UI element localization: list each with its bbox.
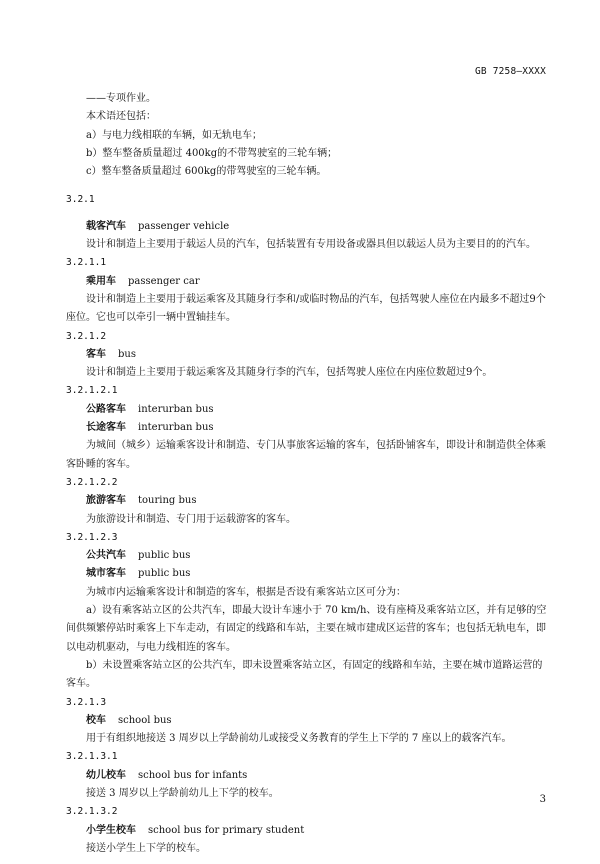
clause-number: 3.2.1.1 <box>66 257 107 269</box>
term-entry <box>66 346 552 364</box>
term-zh: 旅游客车 <box>86 495 126 507</box>
term-en: interurban bus <box>138 403 214 415</box>
definition: 接送小学生上下学的校车。 <box>86 842 206 854</box>
document-body <box>66 90 552 858</box>
term-entry <box>66 712 552 730</box>
term-zh: 长途客车 <box>86 422 126 434</box>
term-en: school bus <box>118 714 172 726</box>
term-zh: 客车 <box>86 348 106 360</box>
term-en: passenger vehicle <box>138 220 230 232</box>
clause-number: 3.2.1.3.2 <box>66 806 118 818</box>
page-number: 3 <box>539 794 546 805</box>
term-en: touring bus <box>138 495 197 507</box>
term-zh: 载客汽车 <box>86 220 126 232</box>
clause-number: 3.2.1.2.2 <box>66 476 118 488</box>
list-item: c）整车整备质量超过 600kg的带驾驶室的三轮车辆。 <box>86 166 327 178</box>
term-zh: 乘用车 <box>86 275 116 287</box>
term-en: passenger car <box>128 275 200 287</box>
definition: 为旅游设计和制造、专门用于运载游客的客车。 <box>86 513 296 525</box>
document-code: GB 7258—XXXX <box>474 66 546 77</box>
term-en: school bus for infants <box>138 769 248 781</box>
term-entry <box>66 401 552 419</box>
term-zh: 校车 <box>86 714 106 726</box>
term-en: interurban bus <box>138 422 214 434</box>
term-zh: 城市客车 <box>86 568 126 580</box>
term-zh: 公共汽车 <box>86 550 126 562</box>
term-entry <box>66 822 552 840</box>
definition: 为城市内运输乘客设计和制造的客车，根据是否设有乘客站立区可分为： <box>86 586 406 598</box>
clause-number: 3.2.1.2.3 <box>66 531 118 543</box>
definition: 设计和制造上主要用于载运乘客及其随身行李和/或临时物品的汽车，包括驾驶人座位在内最多不超过9个座位。它也可以牵引一辆中置轴挂车。 <box>66 293 546 324</box>
list-item: a）与电力线相联的车辆，如无轨电车； <box>86 129 262 141</box>
clause-number: 3.2.1.2 <box>66 330 107 342</box>
definition: 接送 3 周岁以上学龄前幼儿上下学的校车。 <box>86 787 279 799</box>
definition: 设计和制造上主要用于载运乘客及其随身行李的汽车，包括驾驶人座位在内座位数超过9个。 <box>86 367 493 379</box>
term-en: public bus <box>138 550 191 562</box>
term-entry <box>66 565 552 583</box>
term-zh: 小学生校车 <box>86 824 136 836</box>
term-zh: 公路客车 <box>86 403 126 415</box>
clause-number: 3.2.1.2.1 <box>66 385 118 397</box>
term-entry <box>66 419 552 437</box>
term-entry <box>66 218 552 236</box>
term-en: bus <box>118 348 136 360</box>
term-zh: 幼儿校车 <box>86 769 126 781</box>
definition: 为城间（城乡）运输乘客设计和制造、专门从事旅客运输的客车，包括卧铺客车，即设计和制造供全体乘客卧睡的客车。 <box>66 440 546 470</box>
term-en: school bus for primary student <box>148 824 305 836</box>
term-entry <box>66 492 552 510</box>
clause-number: 3.2.1 <box>66 194 95 206</box>
dash-item: ——专项作业。 <box>86 93 156 104</box>
clause-number: 3.2.1.3.1 <box>66 751 118 763</box>
list-item: b）整车整备质量超过 400kg的不带驾驶室的三轮车辆； <box>86 147 338 159</box>
term-entry <box>66 767 552 785</box>
clause-number: 3.2.1.3 <box>66 696 107 708</box>
term-en: public bus <box>138 568 191 580</box>
scope-note: 本术语还包括： <box>86 111 156 123</box>
term-entry <box>66 273 552 291</box>
list-item: a）设有乘客站立区的公共汽车，即最大设计车速小于 70 km/h、设有座椅及乘客站立区，并有足够的空间供频繁停站时乘客上下车走动，有固定的线路和车站，主要在城市建成区运营的客车；也包括无轨电车，即以电动机驱动，与电力线相连的客车。 <box>66 605 547 653</box>
term-entry <box>66 547 552 565</box>
definition: 用于有组织地接送 3 周岁以上学龄前幼儿或接受义务教育的学生上下学的 7 座以上的载客汽车。 <box>86 733 512 745</box>
list-item: b）未设置乘客站立区的公共汽车，即未设置乘客站立区，有固定的线路和车站，主要在城市道路运营的客车。 <box>66 659 543 690</box>
definition: 设计和制造上主要用于载运人员的汽车，包括装置有专用设备或器具但以载运人员为主要目的的汽车。 <box>86 239 536 251</box>
